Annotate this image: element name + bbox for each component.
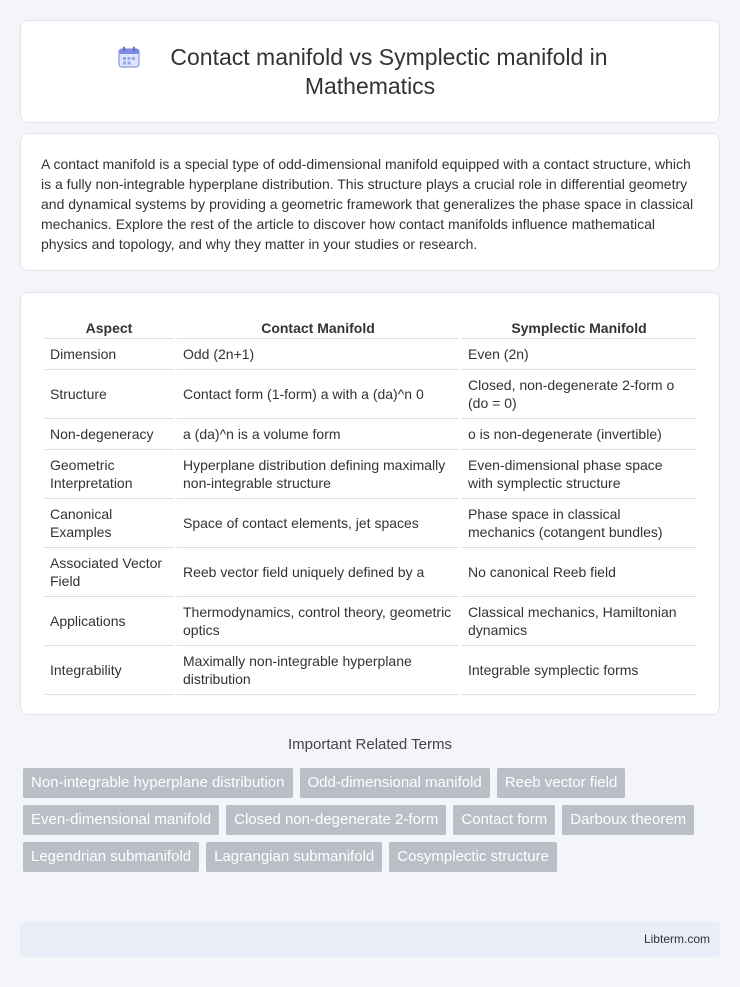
row-aspect: Associated Vector Field	[44, 548, 174, 597]
row-contact: Thermodynamics, control theory, geometric optics	[177, 597, 459, 646]
row-contact: Contact form (1-form) a with a (da)^n 0	[177, 370, 459, 419]
row-symplectic: No canonical Reeb field	[462, 548, 696, 597]
row-symplectic: o is non-degenerate (invertible)	[462, 419, 696, 450]
row-aspect: Geometric Interpretation	[44, 450, 174, 499]
related-term-tag[interactable]: Lagrangian submanifold	[206, 842, 382, 872]
row-symplectic: Integrable symplectic forms	[462, 646, 696, 695]
intro-card	[20, 133, 720, 271]
footer-site-link[interactable]: Libterm.com	[643, 932, 710, 946]
footer	[20, 922, 720, 957]
table-row	[44, 548, 696, 597]
related-terms-list	[23, 768, 723, 872]
row-contact: a (da)^n is a volume form	[177, 419, 459, 450]
related-term-tag[interactable]: Legendrian submanifold	[23, 842, 199, 872]
related-term-tag[interactable]: Non-integrable hyperplane distribution	[23, 768, 293, 798]
row-aspect: Non-degeneracy	[44, 419, 174, 450]
row-aspect: Dimension	[44, 339, 174, 370]
related-term-tag[interactable]: Contact form	[453, 805, 555, 835]
row-aspect: Integrability	[44, 646, 174, 695]
row-contact: Hyperplane distribution defining maximally non-integrable structure	[177, 450, 459, 499]
header-symplectic-manifold: Symplectic Manifold	[462, 311, 696, 339]
comparison-card	[20, 292, 720, 715]
row-contact: Space of contact elements, jet spaces	[177, 499, 459, 548]
related-term-tag[interactable]: Cosymplectic structure	[389, 842, 557, 872]
table-row	[44, 597, 696, 646]
header-contact-manifold: Contact Manifold	[177, 311, 459, 339]
table-row	[44, 450, 696, 499]
row-symplectic: Closed, non-degenerate 2-form o (do = 0)	[462, 370, 696, 419]
comparison-table	[41, 311, 699, 695]
row-contact: Reeb vector field uniquely defined by a	[177, 548, 459, 597]
related-terms-heading: Important Related Terms	[288, 736, 452, 753]
row-contact: Odd (2n+1)	[177, 339, 459, 370]
table-row	[44, 419, 696, 450]
related-term-tag[interactable]: Reeb vector field	[497, 768, 626, 798]
table-row	[44, 499, 696, 548]
title-card	[20, 20, 720, 123]
related-term-tag[interactable]: Darboux theorem	[562, 805, 694, 835]
row-symplectic: Phase space in classical mechanics (cotangent bundles)	[462, 499, 696, 548]
related-term-tag[interactable]: Even-dimensional manifold	[23, 805, 219, 835]
row-symplectic: Classical mechanics, Hamiltonian dynamics	[462, 597, 696, 646]
row-aspect: Applications	[44, 597, 174, 646]
row-aspect: Canonical Examples	[44, 499, 174, 548]
intro-paragraph: A contact manifold is a special type of odd-dimensional manifold equipped with a contact structure, which is a fully non-integrable hyperplane distribution. This structure plays a crucial role in differential geometry and dynamical systems by providing a geometric framework that generalizes the phase space in classical mechanics. Explore the rest of the article to discover how contact manifolds influence mathematical physics and topology, and why they matter in your studies or research.	[41, 156, 694, 252]
page-title	[21, 43, 719, 101]
row-contact: Maximally non-integrable hyperplane distribution	[177, 646, 459, 695]
row-aspect: Structure	[44, 370, 174, 419]
page-title-line-2: Mathematics	[304, 73, 436, 99]
page-title-line-1: Contact manifold vs Symplectic manifold in	[170, 44, 608, 70]
header-aspect: Aspect	[44, 311, 174, 339]
table-row	[44, 370, 696, 419]
table-row	[44, 646, 696, 695]
table-header-row	[44, 311, 696, 339]
row-symplectic: Even-dimensional phase space with symplectic structure	[462, 450, 696, 499]
related-term-tag[interactable]: Closed non-degenerate 2-form	[226, 805, 446, 835]
row-symplectic: Even (2n)	[462, 339, 696, 370]
related-term-tag[interactable]: Odd-dimensional manifold	[300, 768, 490, 798]
table-row	[44, 339, 696, 370]
